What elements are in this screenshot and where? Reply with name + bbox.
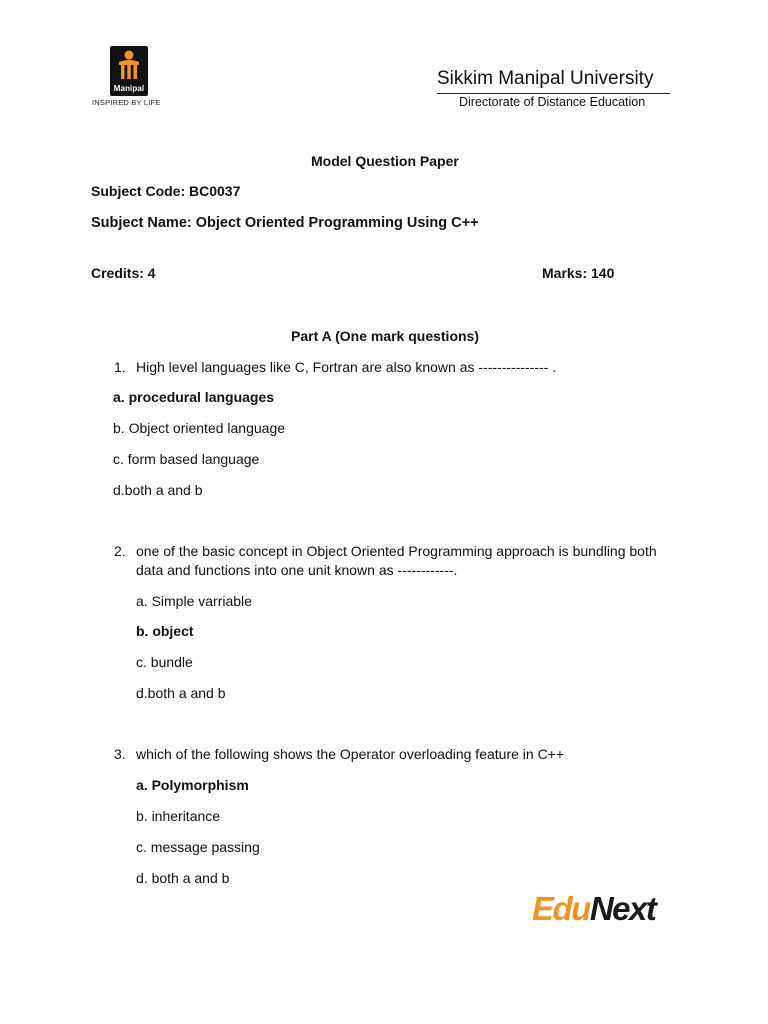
manipal-emblem-icon: [110, 46, 148, 84]
answer-option: c. message passing: [136, 839, 260, 855]
answer-option: a. Polymorphism: [136, 777, 249, 793]
answer-option: d. both a and b: [136, 870, 230, 886]
answer-option: d.both a and b: [136, 685, 226, 701]
logo-tagline: INSPIRED BY LIFE: [92, 98, 161, 107]
question-text: High level languages like C, Fortran are also known as --------------- .: [136, 359, 557, 375]
question-text: one of the basic concept in Object Oriented Programming approach is bundling both: [136, 543, 657, 559]
answer-option: a. procedural languages: [113, 389, 275, 405]
question-number: 1.: [114, 359, 126, 375]
part-heading: Part A (One mark questions): [291, 328, 480, 344]
answer-option: b. object: [136, 623, 194, 639]
question-text: which of the following shows the Operator overloading feature in C++: [136, 746, 565, 762]
answer-option: b. Object oriented language: [113, 420, 286, 436]
edunext-logo-part1: Edu: [532, 890, 590, 927]
manipal-logo: [110, 46, 148, 96]
paper-title: Model Question Paper: [311, 153, 459, 169]
question-text: data and functions into one unit known as ------------.: [136, 562, 458, 578]
edunext-logo-part2: Next: [589, 890, 656, 927]
question-number: 2.: [114, 543, 126, 559]
marks: Marks: 140: [542, 265, 615, 281]
credits: Credits: 4: [91, 265, 156, 281]
answer-option: b. inheritance: [136, 808, 221, 824]
edunext-logo: [532, 890, 655, 928]
header-divider: [437, 93, 670, 94]
answer-option: c. bundle: [136, 654, 193, 670]
department-name: Directorate of Distance Education: [459, 95, 646, 109]
answer-option: a. Simple varriable: [136, 593, 252, 609]
logo-word: Manipal: [113, 84, 145, 93]
answer-option: d.both a and b: [113, 482, 203, 498]
subject-name: Subject Name: Object Oriented Programming Using C++: [91, 215, 479, 231]
answer-option: c. form based language: [113, 451, 260, 467]
subject-code: Subject Code: BC0037: [91, 183, 241, 199]
question-number: 3.: [114, 746, 126, 762]
university-name: Sikkim Manipal University: [437, 68, 654, 89]
